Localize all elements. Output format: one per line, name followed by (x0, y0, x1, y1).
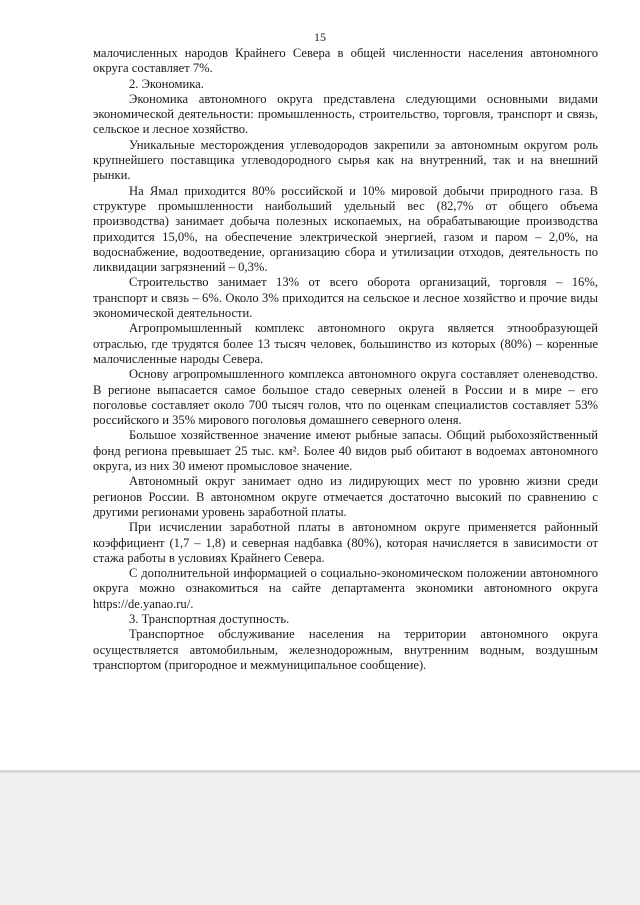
paragraph-agro-complex: Агропромышленный комплекс автономного округа является этнообразующей отраслью, где трудятся более 13 тысяч человек, большинство из которых (80%) – коренные малочисленные народы Севера. (93, 321, 598, 366)
paragraph-more-info: С дополнительной информацией о социально-экономическом положении автономного округа можно ознакомиться на сайте департамента экономики автономного округа https://de.yanao.ru/. (93, 566, 598, 611)
page-body (93, 46, 598, 673)
paragraph-salary: При исчислении заработной платы в автономном округе применяется районный коэффициент (1,7 – 1,8) и северная надбавка (80%), которая начисляется в зависимости от стажа работы в условиях Крайнего Севера. (93, 520, 598, 565)
page-edge-shadow (0, 770, 640, 773)
paragraph-living-standard: Автономный округ занимает одно из лидирующих мест по уровню жизни среди регионов России. В автономном округе отмечается достаточно высокий по сравнению с другими регионами уровень заработной платы. (93, 474, 598, 519)
paragraph-construction: Строительство занимает 13% от всего оборота организаций, торговля – 16%, транспорт и связь – 6%. Около 3% приходится на сельское и лесное хозяйство и прочие виды экономической деятельности. (93, 275, 598, 321)
paragraph-population-share: малочисленных народов Крайнего Севера в общей численности населения автономного округа составляет 7%. (93, 46, 598, 76)
paragraph-fish: Большое хозяйственное значение имеют рыбные запасы. Общий рыбохозяйственный фонд региона превышает 25 тыс. км². Более 40 видов рыб обитают в водоемах автономного округа, из них 30 имеют промысловое значение. (93, 428, 598, 474)
section-heading-economy: 2. Экономика. (129, 76, 204, 91)
paragraph-transport: Транспортное обслуживание населения на территории автономного округа осуществляется автомобильным, железнодорожным, внутренним водным, воздушным транспортом (пригородное и межмуниципальное сообщение). (93, 627, 598, 672)
paragraph-hydrocarbons: Уникальные месторождения углеводородов закрепили за автономным округом роль крупнейшего поставщика углеводородного сырья как на внутренний, так и на внешний рынки. (93, 137, 598, 183)
page-number: 15 (314, 30, 326, 44)
paragraph-economy-overview: Экономика автономного округа представлена следующими основными видами экономической деятельности: промышленность, строительство, торговля, транспорт и связь, сельское и лесное хозяйство. (93, 91, 598, 137)
section-heading-transport: 3. Транспортная доступность. (129, 611, 290, 626)
paragraph-gas-production: На Ямал приходится 80% российской и 10% мировой добычи природного газа. В структуре промышленности наибольший удельный вес (82,7% от общего объема производства) занимает добыча полезных ископаемых, на обрабатывающие производства приходится 15,0%, на обеспечение электрической энергией, газом и паром – 2,0%, на водоснабжение, водоотведение, организацию сбора и утилизации отходов, деятельность по ликвидации загрязнений – 0,3%. (93, 183, 598, 275)
paragraph-reindeer: Основу агропромышленного комплекса автономного округа составляет оленеводство. В регионе выпасается самое большое стадо северных оленей в России и в мире – его поголовье составляет около 700 тысяч голов, что по оценкам специалистов составляет 53% российского и 35% мирового поголовья домашнего северного оленя. (93, 367, 598, 428)
